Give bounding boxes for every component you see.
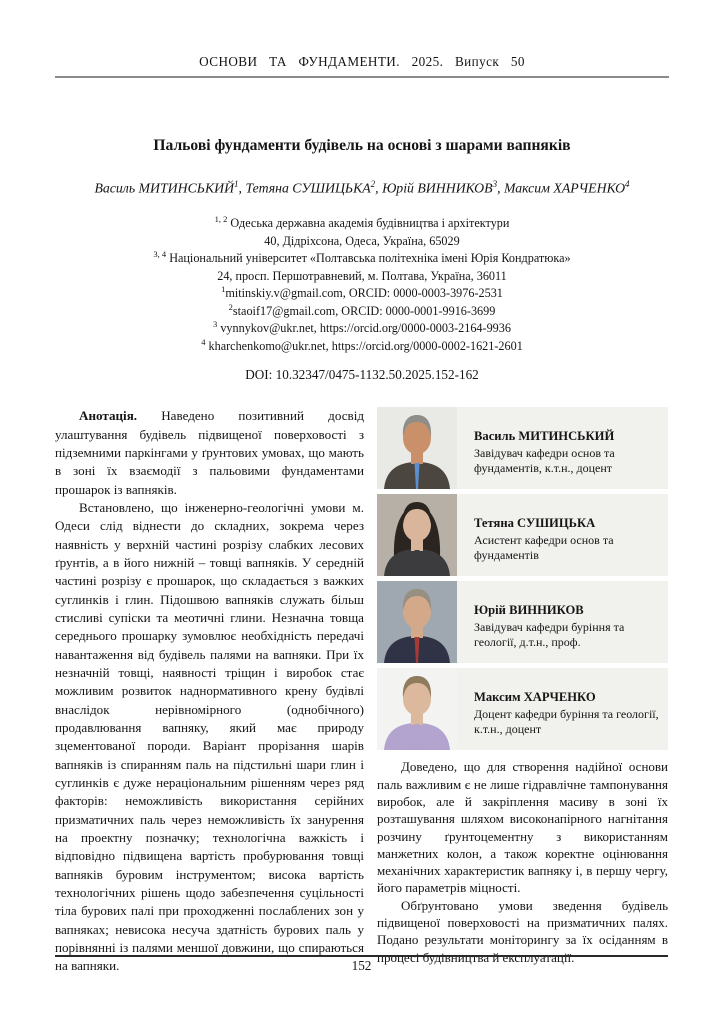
author-separator: , (375, 181, 383, 197)
author-bio (457, 581, 668, 663)
authors-line (40, 179, 684, 197)
contact-line: $^3$ vynnykov@ukr.net, https://orcid.org/0000-0003-2164-9936 (213, 319, 511, 336)
body-paragraph: Доведено, що для створення надійної основи паль важливим є не лише гідравлічне тампонування виробок, але й закріплення масиву в зоні їх розташування шляхом високонапірного нагнітання розчину ґрунтоцементну з використанням манжетних колон, а також коректне оцінювання механічних характеристик вапняку і, в першу чергу, його параметрів міцності. (377, 759, 668, 896)
article-title: Пальові фундаменти будівель на основі з шарами вапняків (153, 137, 571, 154)
affiliation-line: 40, Дідріхсона, Одеса, Україна, 65029 (264, 233, 460, 248)
author-card-name: Тетяна СУШИЦЬКА (474, 516, 596, 531)
affiliation-line: $^{3, 4}$ Національний університет «Полтавська політехніка імені Юрія Кондратюка» (153, 249, 571, 266)
contact-line: $^1$mitinskiy.v@gmail.com, ORCID: 0000-0003-3976-2531 (221, 284, 503, 301)
author-card-role: Завідувач кафедри буріння та геології, д.т.н., проф. (474, 620, 625, 650)
author-name: Максим ХАРЧЕНКО (503, 181, 626, 197)
author-card-name: Юрій ВИННИКОВ (474, 603, 584, 618)
author-card-name: Василь МИТИНСЬКИЙ (474, 429, 615, 444)
author-photo-image (377, 581, 457, 663)
affiliation-line: $^{1, 2}$ Одеська державна академія будівництва і архітектури (214, 214, 510, 231)
affiliation-line: 24, просп. Першотравневий, м. Полтава, Україна, 36011 (217, 268, 507, 283)
affiliations-block (55, 214, 669, 354)
author-mark: 1 (234, 179, 239, 190)
author-photo-image (377, 668, 457, 750)
header-rule (55, 76, 669, 78)
abstract-paragraph: Встановлено, що інженерно-геологічні умови м. Одеси слід віднести до складних, зокрема через наявність у верхній частині розрізу слабких лесових ґрунтів, а в його нижній – товщі вапняків. У середній частині розрізу є прошарок, що складається з важких суглинків і глин. Підошвою вапняків служать більш стисливі супіски та меотичні глини. Незначна товща середнього прошарку зумовлює необхідність передачі навантаження від будівель палями на вапняки. При їх незначній товщі, наявності тріщин і виробок стає можливим розвиток наднормативного крену будівлі внаслідок нерівномірного (однобічного) продавлювання вапняку, який має природу зцементованої породи. Варіант прорізання шарів вапняків із спиранням паль на підстильні шари глин і суглинків є дуже нераціональним рішенням через ряд факторів: неможливість використання серійних призматичних паль через неможливість їх занурення на проектну позначку; технологічна важкість і відповідно підвищена вартість пробурювання товщі вапняків буровим інструментом; висока вартість технологічних рішень щодо забезпечення суцільності тіла бурових палі при проходженні послаблених зон у вапняках; невисока несуча здатність бурових паль у порівнянні із палями меншої довжини, що спираються на вапняки. (55, 500, 364, 974)
author-photo-image (377, 494, 457, 576)
two-column-body (55, 407, 668, 975)
author-photo (377, 407, 457, 489)
abstract-column (55, 407, 364, 975)
author-bio (457, 494, 668, 576)
page-footer (55, 955, 668, 974)
author-card (377, 668, 668, 750)
author-photo (377, 494, 457, 576)
author-card-role: Завідувач кафедри основ та фундаментів, к.т.н., доцент (474, 446, 615, 476)
author-photo-image (377, 407, 457, 489)
author-card-role: Асистент кафедри основ та фундаментів (474, 533, 614, 563)
author-card (377, 494, 668, 576)
author-mark: 4 (625, 179, 630, 190)
author-card-name: Максим ХАРЧЕНКО (474, 690, 596, 705)
author-name: Тетяна СУШИЦЬКА (245, 181, 371, 197)
author-name: Юрій ВИННИКОВ (382, 181, 493, 197)
author-card (377, 407, 668, 489)
author-photo (377, 668, 457, 750)
abstract-heading: Анотація. (79, 408, 138, 424)
author-separator: , (497, 181, 504, 197)
contact-line: $^2$staoif17@gmail.com, ORCID: 0000-0001-9916-3699 (228, 301, 496, 318)
body-paragraph: Обґрунтовано умови зведення будівель підвищеної поверховості на призматичних палях. Подано результати моніторингу за їх осіданням в процесі будівництва й експлуатації. (377, 897, 668, 965)
doi-line: DOI: 10.32347/0475-1132.50.2025.152-162 (245, 367, 479, 383)
author-card-role: Доцент кафедри буріння та геології, к.т.н., доцент (474, 707, 659, 737)
author-mark: 2 (370, 179, 376, 190)
contact-line: $^4$ kharchenkomo@ukr.net, https://orcid.org/0000-0002-1621-2601 (201, 336, 523, 353)
authors-column (377, 407, 668, 975)
author-card (377, 581, 668, 663)
abstract-paragraph: Анотація. Наведено позитивний досвід улаштування будівель підвищеної поверховості з підземними паркінгами у ґрунтових умовах, що мають в зоні їх взаємодії з пальовими фундаментами прошарок із вапняків. (55, 408, 364, 497)
author-separator: , (238, 181, 246, 197)
journal-header: ОСНОВИ ТА ФУНДАМЕНТИ. 2025. Випуск 50 (199, 54, 525, 69)
author-bio (457, 407, 668, 489)
page-number: 152 (351, 958, 372, 973)
author-photo (377, 581, 457, 663)
author-bio (457, 668, 668, 750)
author-name: Василь МИТИНСЬКИЙ (94, 181, 235, 197)
footer-rule (55, 955, 668, 957)
author-mark: 3 (492, 179, 498, 190)
